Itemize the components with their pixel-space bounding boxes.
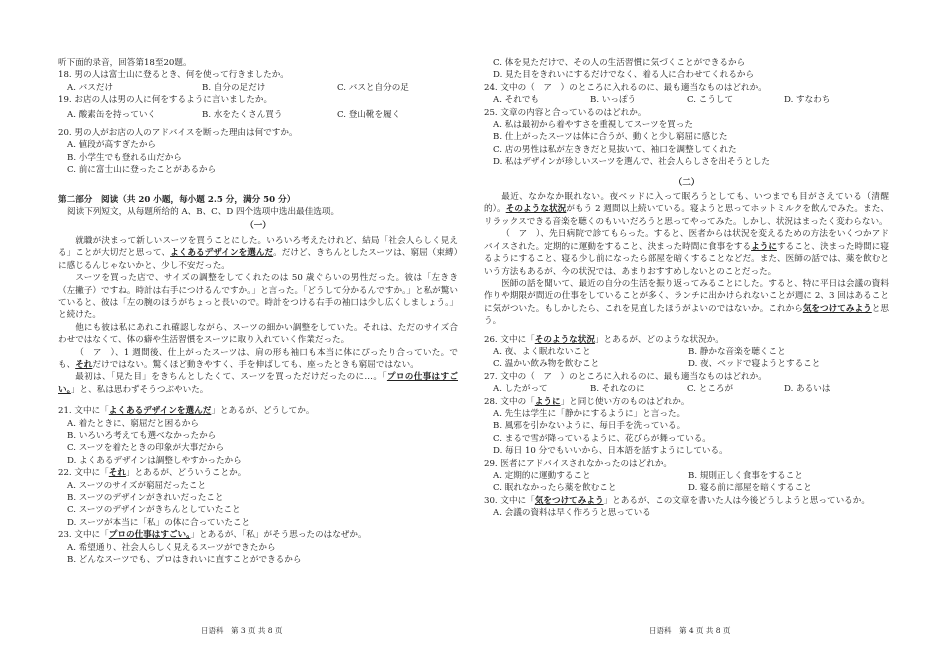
passage-paragraph: 就職が決まって新しいスーツを買うことにした。いろいろ考えたけれど、結局「社会人らしく見える」ことが大切だと思って、よくあるデザインを選んだ。だけど、きちんとしたスーツは、窮屈（束縛）に感じるんじゃないかと、少し不安だった。: [58, 235, 458, 271]
question-24-options: [484, 94, 889, 106]
page-footer-left: 日语科 第 3 页 共 8 页: [201, 626, 283, 635]
option-d[interactable]: D. 私はデザインが珍しいスーツを選んで、社会人らしさを出そうとした: [493, 157, 770, 168]
option-b[interactable]: B. 水をたくさん買う: [202, 109, 283, 120]
question-18-stem: 18. 男の人は富士山に登るとき、何を使って行きましたか。: [58, 70, 289, 81]
question-19-options: [58, 109, 458, 121]
passage-paragraph: 他にも彼は私にあれこれ確認しながら、スーツの細かい調整をしていた。それは、ただのサイズ合わせではなくて、体の癖や生活習慣をスーツに取り入れていく作業だった。: [58, 322, 458, 346]
part2-title: 第二部分 阅读（共 20 小题，每小题 2.5 分，满分 50 分）: [58, 194, 296, 205]
option-c[interactable]: C. 店の男性は私が左ききだと見抜いて、袖口を調整してくれた: [493, 144, 737, 155]
passage-1-heading: （一）: [245, 221, 271, 232]
key-phrase: よくあるデザインを選んだ: [170, 248, 274, 259]
option-a[interactable]: A. バスだけ: [67, 82, 114, 93]
option-c[interactable]: C. バスと自分の足: [337, 82, 409, 93]
option-d[interactable]: D. 夜、ベッドで寝ようとすること: [688, 359, 821, 370]
option-b[interactable]: B. 静かな音楽を聴くこと: [688, 346, 786, 357]
question-26-stem: 26. 文中に「そのような状況」とあるが、どのような状況か。: [484, 334, 724, 345]
key-phrase: それ: [75, 359, 93, 370]
question-30-stem: 30. 文中に「気をつけてみよう」とあるが、この文章を書いた人は今後どうしようと思っているか。: [484, 495, 870, 506]
question-18-options: [58, 82, 458, 94]
question-29-stem: 29. 医者にアドバイスされなかったのはどれか。: [484, 458, 673, 469]
option-c[interactable]: C. 登山靴を履く: [337, 109, 401, 120]
question-29-options-row1: [484, 470, 889, 482]
passage-2: [484, 191, 889, 327]
option-a[interactable]: A. 会議の資料は早く作ろうと思っている: [493, 508, 651, 519]
question-20-stem: 20. 男の人がお店の人のアドバイスを断った理由は何ですか。: [58, 128, 298, 139]
question-26-options-row1: [484, 346, 889, 358]
option-d[interactable]: D. 毎日 10 分でもいいから、日本語を話すようにしている。: [493, 446, 728, 457]
question-26-options-row2: [484, 358, 889, 370]
option-c[interactable]: C. まるで雪が降っているように、花びらが舞っている。: [493, 433, 711, 444]
option-a[interactable]: A. 夜、よく眠れないこと: [493, 346, 591, 357]
passage-paragraph: 医師の話を聞いて、最近の自分の生活を振り返ってみることにした。すると、特に平日は会議の資料作りや期限が間近の仕事をしていることが多く、ランチに出かけられないことが週に 2、3 回はあることに気がついた。もしかしたら、これを見直したほうがよいのではないか。これから気をつけてみようと思う。: [484, 278, 889, 327]
right-page: [484, 57, 889, 520]
option-b[interactable]: B. どんなスーツでも、プロはきれいに直すことができるから: [67, 555, 302, 566]
key-phrase: ように: [751, 241, 777, 252]
option-a[interactable]: A. 値段が高すぎたから: [67, 140, 157, 151]
option-a[interactable]: A. 定期的に運動すること: [493, 471, 591, 481]
option-a[interactable]: A. 先生は学生に「静かにするように」と言った。: [493, 408, 686, 419]
option-a[interactable]: A. 希望通り、社会人らしく見えるスーツができたから: [67, 542, 276, 553]
question-23-stem: 23. 文中に「プロの仕事はすごい。」とあるが、「私」がそう思ったのはなぜか。: [58, 530, 367, 541]
question-22-stem: 22. 文中に「それ」とあるが、どういうことか。: [58, 468, 247, 479]
option-b[interactable]: B. スーツのデザインがきれいだったこと: [67, 493, 224, 503]
passage-2-heading: （二）: [673, 177, 700, 188]
option-a[interactable]: A. スーツのサイズが窮屈だったこと: [67, 480, 207, 491]
key-phrase: 気をつけてみよう: [802, 303, 872, 314]
passage-paragraph: スーツを買った店で、サイズの調整をしてくれたのは 50 歳ぐらいの男性だった。彼は「左きき（左撇子）ですね。時計は右手につけるんですか。」と言った。「どうして分かるんですか。」と私が驚いていると、彼は「左の腕のほうがちょっと長いので。時計をつける右手の袖口は少し広くしましょう。」と続けた。: [58, 273, 458, 321]
question-28-stem: 28. 文中の「ように」と同じ使い方のものはどれか。: [484, 396, 690, 407]
option-d[interactable]: D. スーツが本当に「私」の体に合っていたこと: [67, 517, 251, 528]
passage-paragraph: 最初は、「見た目」をきちんとしたくて、スーツを買っただけだったのに…。「プロの仕事はすごい。」と、私は思わずそうつぶやいた。: [58, 372, 458, 395]
question-29-options-row2: [484, 482, 889, 494]
option-a[interactable]: A. 着たときに、窮屈だと困るから: [67, 418, 199, 429]
option-b[interactable]: B. 小学生でも登れる山だから: [67, 152, 182, 163]
option-b[interactable]: B. 風邪を引かないように、毎日手を洗っている。: [493, 421, 686, 432]
option-b[interactable]: B. いっぽう: [590, 95, 637, 106]
key-phrase: そのような状況: [505, 204, 567, 215]
key-phrase: プロの仕事はすごい。: [58, 372, 458, 395]
option-d[interactable]: D. 見た目をきれいにするだけでなく、着る人に合わせてくれるから: [493, 70, 755, 81]
option-d[interactable]: D. よくあるデザインは調整しやすかったから: [67, 455, 242, 466]
question-27-stem: 27. 文中の（ ア ）のところに入れるのに、最も適当なものはどれか。: [484, 371, 767, 382]
option-b[interactable]: B. いろいろ考えても選べなかったから: [67, 430, 217, 441]
option-d[interactable]: D. 寝る前に部屋を暗くすること: [688, 483, 812, 494]
option-b[interactable]: B. 規則正しく食事をすること: [688, 471, 803, 481]
option-a[interactable]: A. 私は最初から着やすさを重視してスーツを買った: [493, 120, 693, 131]
question-21-stem: 21. 文中に「よくあるデザインを選んだ」とあるが、どうしてか。: [58, 406, 315, 417]
question-19-stem: 19. お店の人は男の人に何をするように言いましたか。: [58, 95, 273, 106]
option-c[interactable]: C. スーツのデザインがきちんとしていたこと: [67, 505, 241, 516]
option-c[interactable]: C. 前に富士山に登ったことがあるから: [67, 165, 217, 176]
option-a[interactable]: A. したがって: [493, 384, 548, 395]
question-25-stem: 25. 文章の内容と合っているのはどれか。: [484, 107, 647, 118]
option-a[interactable]: A. 酸素缶を持っていく: [67, 109, 157, 120]
passage-paragraph: （ ア ）、先日病院で診てもらった。すると、医者からは状況を変えるための方法をいくつかアドバイスされた。定期的に運動をすること、決まった時間に食事をするようにすること、決まった時間に寝るようにすること、寝る少し前になったら部屋を暗くすることなどだ。また、医師の話では、薬を飲むという方法もあるが、今の状況では、あまりおすすめしないとのことだった。: [484, 229, 889, 277]
passage-paragraph: （ ア ）、1 週間後、仕上がったスーツは、肩の形も袖口も本当に体にぴったり合っていた。でも、それだけではない。驚くほど動きやすく、手を伸ばしても、座ったときも窮屈ではない。: [58, 347, 458, 370]
page-footer-right: 日语科 第 4 页 共 8 页: [649, 626, 731, 635]
option-a[interactable]: A. それでも: [493, 95, 540, 106]
left-page: [58, 57, 458, 566]
option-b[interactable]: B. 自分の足だけ: [202, 82, 266, 93]
passage-paragraph: 最近、なかなか眠れない。夜ベッドに入って眠ろうとしても、いつまでも目がさえている（清醒的）。そのような状況がもう 2 週間以上続いている。寝ようと思ってホットミルクを飲んでみた。また、リラックスできる音楽を聴くのもいいだろうと思ってやってみた。しかし、状況はまったく変わらない。: [484, 192, 889, 227]
passage-1: [58, 235, 458, 396]
option-c[interactable]: C. 体を見ただけで、その人の生活習慣に気づくことができるから: [493, 58, 746, 68]
option-b[interactable]: B. それなのに: [590, 384, 645, 395]
option-c[interactable]: C. こうして: [687, 95, 734, 106]
option-c[interactable]: C. スーツを着たときの印象が大事だから: [67, 443, 225, 454]
option-d[interactable]: D. すなわち: [784, 95, 831, 106]
part2-instruction: 阅读下列短文，从每题所给的 A、B、C、D 四个选项中选出最佳选项。: [67, 207, 340, 218]
listening-intro: 听下面的录音，回答第18至20题。: [58, 58, 192, 68]
option-d[interactable]: D. あるいは: [784, 384, 831, 395]
option-b[interactable]: B. 仕上がったスーツは体に合うが、動くと少し窮屈に感じた: [493, 132, 728, 143]
question-24-stem: 24. 文中の（ ア ）のところに入れるのに、最も適当なものはどれか。: [484, 82, 767, 93]
option-c[interactable]: C. 眠れなかったら薬を飲むこと: [493, 483, 617, 494]
option-c[interactable]: C. ところが: [687, 384, 734, 395]
option-c[interactable]: C. 温かい飲み物を飲むこと: [493, 359, 600, 370]
question-27-options: [484, 383, 889, 395]
